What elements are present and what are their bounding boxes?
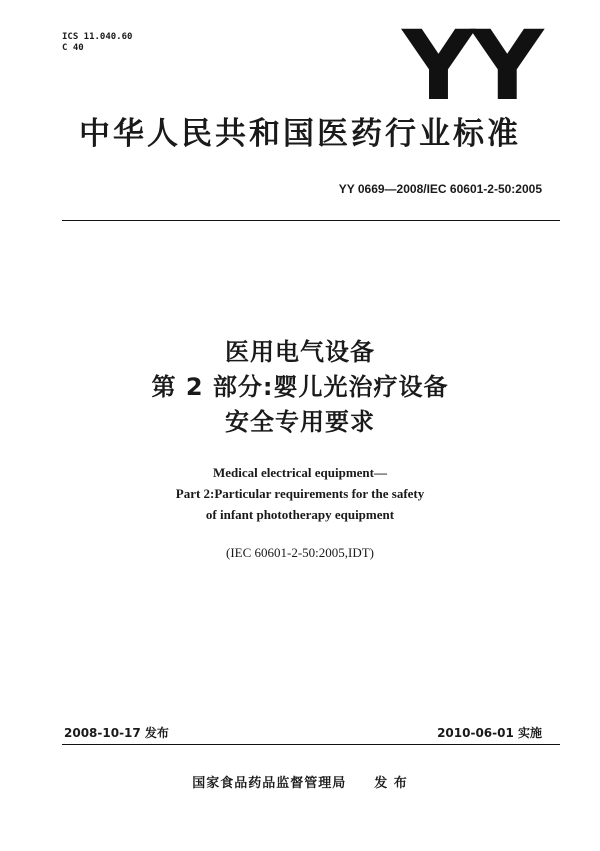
iec-equivalence-reference: (IEC 60601-2-50:2005,IDT) [225, 545, 375, 560]
chinese-title-line-1: 医用电气设备 [225, 338, 375, 366]
footer-divider [62, 744, 560, 745]
chinese-title-line-3: 安全专用要求 [225, 408, 375, 436]
english-title-line-1: Medical electrical equipment— [212, 465, 387, 480]
classification-codes [62, 32, 132, 54]
chinese-title-line-2: 第 2 部分:婴儿光治疗设备 [151, 373, 449, 401]
ics-code: ICS 11.040.60 [62, 32, 133, 42]
publisher-line [0, 776, 600, 792]
english-title-line-3: of infant phototherapy equipment [205, 507, 395, 522]
issuing-agency-title: 中华人民共和国医药行业标准 [79, 116, 521, 152]
header-divider [62, 220, 560, 221]
publisher-name: 国家食品药品监督管理局 [192, 776, 347, 791]
ccs-code: C 40 [62, 43, 84, 53]
publisher-action: 发 布 [374, 776, 408, 791]
issue-date: 2008-10-17 发布 [64, 726, 169, 740]
yy-logo: YY [402, 10, 540, 122]
english-title-line-2: Part 2:Particular requirements for the safety [175, 486, 425, 501]
effective-date: 2010-06-01 实施 [437, 726, 542, 740]
standard-number: YY 0669—2008/IEC 60601-2-50:2005 [338, 182, 542, 196]
